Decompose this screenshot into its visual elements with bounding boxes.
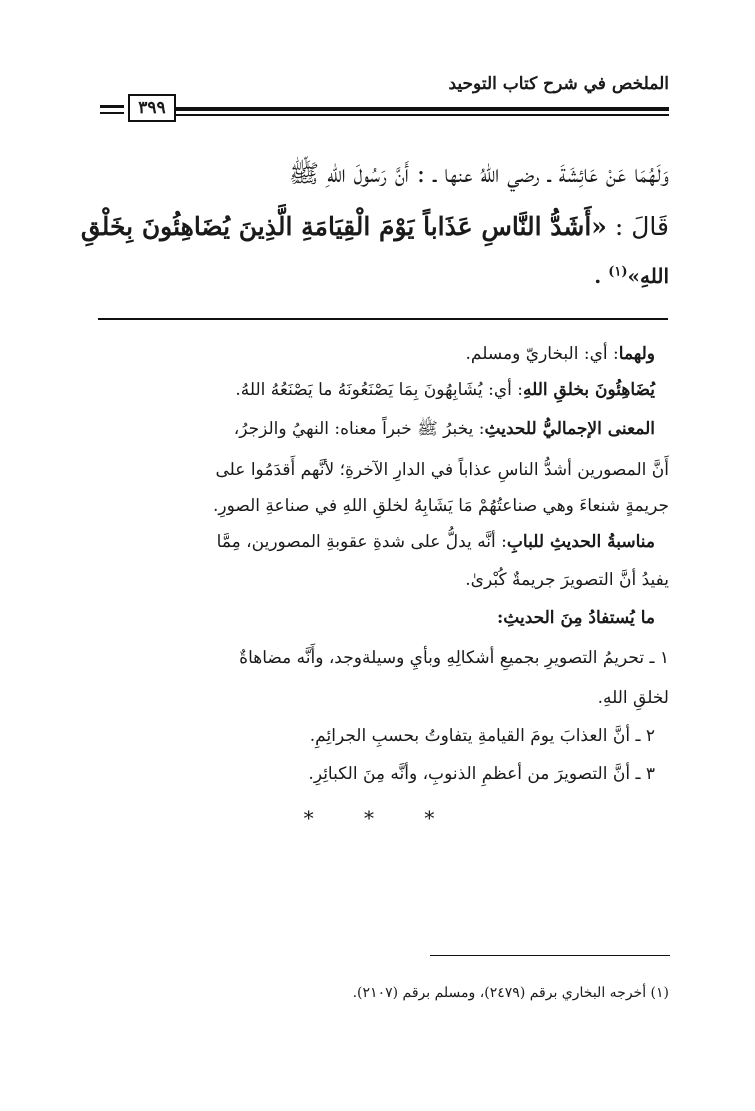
header-rule-thick (169, 107, 669, 111)
commentary-line-7: يفيدُ أنَّ التصويرَ جريمةٌ كُبْرىٰ. (465, 570, 669, 590)
term-label: ولهما (618, 344, 655, 364)
hadith-line-3-text: اللهِ» (627, 264, 669, 288)
commentary-line-4: أَنَّ المصورين أشدُّ الناسِ عذاباً في الدارِ الآخرةِ؛ لأنَّهم أَقدَمُوا على (215, 460, 669, 480)
header-rule-stub (100, 105, 124, 108)
footnote-reference: (١) (608, 264, 628, 280)
term-label: يُضَاهِئُونَ بخلقِ اللهِ (522, 380, 655, 400)
section-label: مناسبةُ الحديثِ للبابِ (506, 532, 655, 552)
commentary-line-5: جريمةٍ شنعاءَ وهي صناعتُهُمْ مَا يَشَابِهُ لخلقِ اللهِ في صناعةِ الصورِ. (212, 496, 669, 516)
section-text: : يخبرُ ﷺ خبراً معناه: النهيُ والزجرُ، (233, 419, 485, 439)
header-rule-stub-thin (100, 112, 124, 114)
footnote-rule (430, 955, 670, 956)
footnote: (١) أخرجه البخاري برقم (٢٤٧٩)، ومسلم برقم (٢١٠٧). (352, 985, 669, 1001)
page-number: ٣٩٩ (128, 94, 176, 122)
commentary-line-1 (95, 344, 655, 364)
section-end-stars: * * * (303, 806, 457, 830)
benefit-1-cont: لخلقِ اللهِ. (597, 688, 669, 708)
benefit-1: ١ ـ تحريمُ التصويرِ بجميعِ أشكالِهِ وبأيِ وسيلةوجد، وأَنَّه مضاهاةٌ (239, 648, 669, 668)
running-title: الملخص في شرح كتاب التوحيد (448, 74, 669, 94)
benefit-3: ٣ ـ أنَّ التصويرَ من أعظمِ الذنوبِ، وأنَّه مِنَ الكبائِرِ. (308, 764, 655, 784)
hadith-line-1: وَلَهُمَا عَنْ عَائِشَةَ ـ رضي اللهُ عنها ـ : أَنَّ رَسُولَ اللهِ ﷺ (288, 159, 669, 188)
section-label: المعنى الإجماليُّ للحديثِ (484, 419, 655, 439)
term-text: : أي: يُشَابِهُونَ بِمَا يَصْنَعُونَهُ ما يَصْنَعُهُ اللهُ. (235, 380, 523, 400)
hadith-line-2 (79, 212, 669, 241)
commentary-line-3 (95, 418, 655, 443)
term-text: : أي: البخاريّ ومسلم. (465, 344, 619, 364)
commentary-line-6 (95, 532, 655, 552)
hadith-quote: «أَشَدُّ النَّاسِ عَذَاباً يَوْمَ الْقِيَامَةِ الَّذِينَ يُضَاهِئُونَ بِخَلْقِ (80, 212, 607, 241)
benefits-heading: ما يُستفادُ مِنَ الحديثِ: (497, 608, 655, 628)
header-rule-thin (169, 114, 669, 116)
section-divider (98, 318, 668, 320)
benefit-2: ٢ ـ أنَّ العذابَ يومَ القيامةِ يتفاوتُ بحسبِ الجرائِمِ. (309, 726, 655, 746)
section-text: : أنَّه يدلُّ على شدةِ عقوبةِ المصورين، مِمَّا (216, 532, 507, 552)
commentary-line-2 (95, 380, 655, 400)
hadith-line-3-end: . (594, 264, 609, 288)
hadith-line-2-lead: قَالَ : (606, 212, 669, 241)
hadith-line-3 (79, 264, 669, 288)
